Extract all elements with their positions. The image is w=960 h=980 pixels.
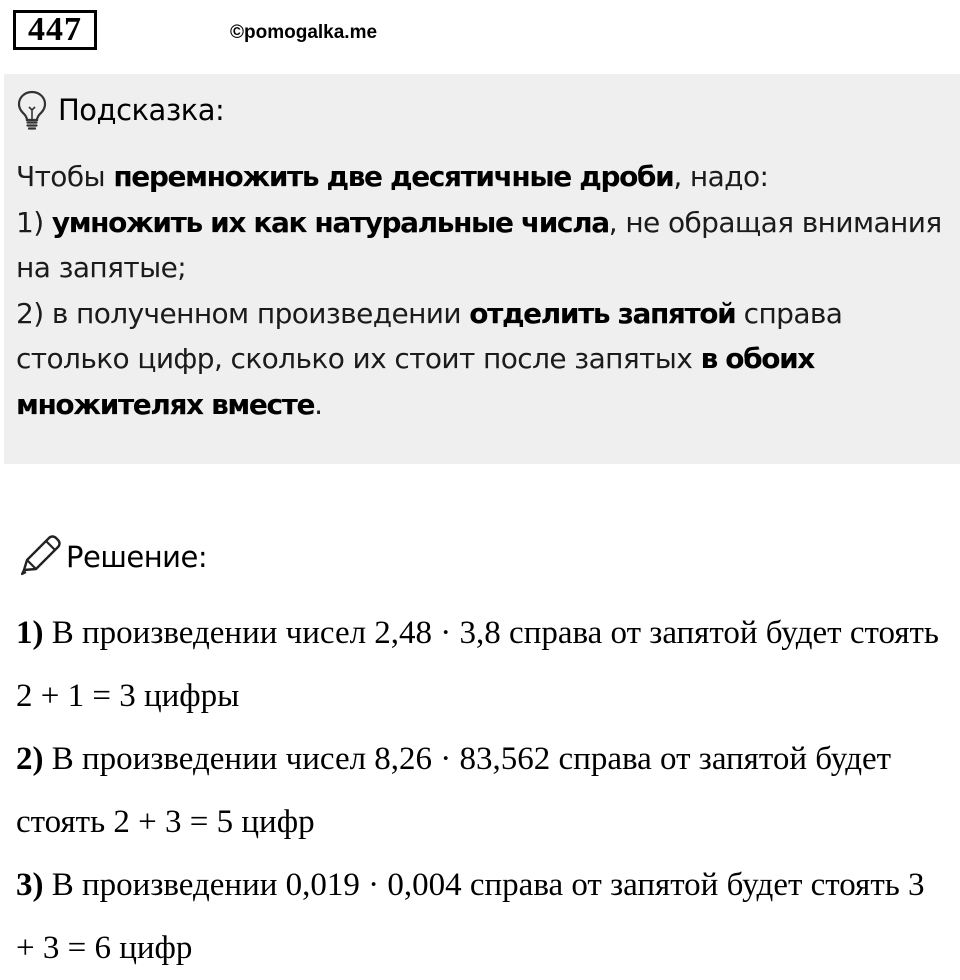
pencil-icon bbox=[18, 534, 62, 580]
hint-text: Чтобы перемножить две десятичные дроби, надо: 1) умножить их как натуральные числа, не обращая внимания на запятые; 2) в полученном произведении отделить запятой справа столько цифр, сколько их стоит после запятых в обоих множителях вместе. bbox=[16, 160, 942, 421]
solution-header bbox=[18, 534, 207, 580]
solution-item-3: 3) В произведении 0,019 · 0,004 справа от запятой будет стоять 3 + 3 = 6 цифр bbox=[16, 867, 925, 966]
hint-rule-bold: перемножить две десятичные дроби bbox=[113, 160, 674, 193]
lightbulb-icon bbox=[16, 90, 48, 130]
solution-title: Решение: bbox=[66, 540, 208, 574]
solution-item-2: 2) В произведении чисел 8,26 · 83,562 справа от запятой будет стоять 2 + 3 = 5 цифр bbox=[16, 741, 892, 840]
hint-header bbox=[16, 90, 224, 130]
solution-item-1: 1) В произведении чисел 2,48 · 3,8 справа от запятой будет стоять 2 + 1 = 3 цифры bbox=[16, 615, 939, 714]
watermark: ©pomogalka.me bbox=[230, 22, 378, 43]
task-number: 447 bbox=[13, 10, 97, 50]
hint-title: Подсказка: bbox=[58, 93, 225, 127]
solution-list bbox=[16, 602, 951, 980]
hint-step2-bold1: отделить запятой bbox=[469, 296, 736, 330]
hint-step2-bold2: в обоих множителях вместе bbox=[16, 342, 814, 421]
hint-step1-bold: умножить их как натуральные числа bbox=[51, 205, 609, 239]
hint-box bbox=[4, 74, 960, 464]
